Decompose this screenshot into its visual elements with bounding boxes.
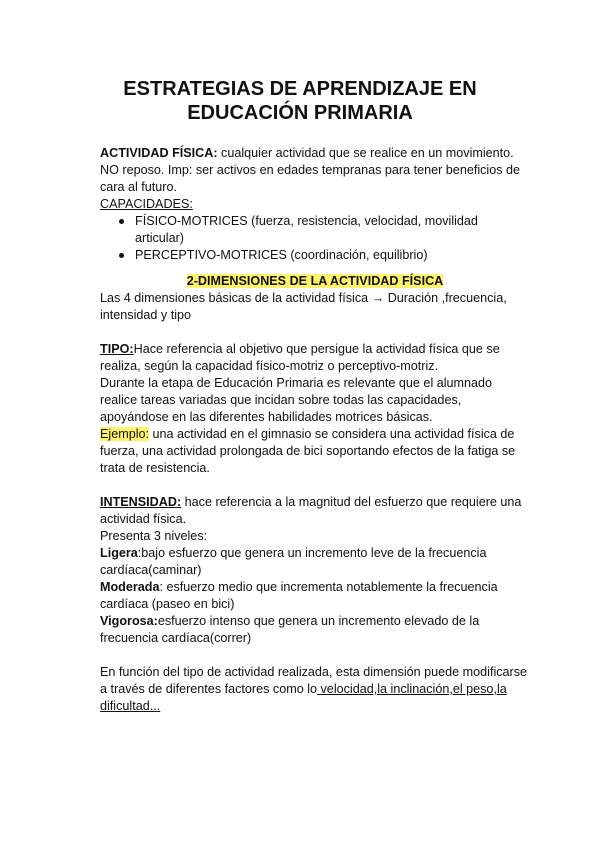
final-paragraph — [100, 664, 530, 715]
title-line-2: EDUCACIÓN PRIMARIA — [187, 102, 413, 124]
list-item: FÍSICO-MOTRICES (fuerza, resistencia, velocidad, movilidad articular) — [135, 213, 530, 247]
level-desc: esfuerzo intenso que genera un incremento elevado de la frecuencia cardíaca(correr) — [100, 614, 480, 645]
capacidades-list — [100, 213, 530, 264]
final-underlined: velocidad,la inclinación,el peso,la dificultad... — [100, 682, 507, 713]
section-intro: Las 4 dimensiones básicas de la actividad física → Duración ,frecuencia, intensidad y tipo — [100, 291, 507, 322]
section-title — [100, 273, 530, 290]
level-name: Vigorosa: — [100, 614, 158, 628]
tipo-paragraph-2: Durante la etapa de Educación Primaria es relevante que el alumnado realice tareas variadas que incidan sobre todas las capacidades, apoyándose en las diferentes habilidades motrices básicas. — [100, 376, 493, 424]
page-title — [0, 77, 600, 125]
tipo-paragraph — [100, 341, 530, 375]
section-title-text: 2-DIMENSIONES DE LA ACTIVIDAD FÍSICA — [186, 274, 444, 288]
ejemplo-label: Ejemplo: — [100, 427, 149, 441]
levels-intro: Presenta 3 niveles: — [100, 529, 208, 543]
level-moderada — [100, 579, 530, 613]
intensidad-text: hace referencia a la magnitud del esfuerzo que requiere una actividad física. — [100, 495, 522, 526]
final-text: En función del tipo de actividad realizada, esta dimensión puede modificarse a través de diferentes factores como lo — [100, 665, 528, 696]
level-name: Ligera — [100, 546, 138, 560]
level-vigorosa — [100, 613, 530, 647]
tipo-text: Hace referencia al objetivo que persigue la actividad física que se realiza, según la capacidad físico-motriz o perceptivo-motriz. — [100, 342, 500, 373]
ejemplo-text: una actividad en el gimnasio se considera una actividad física de fuerza, una actividad prolongada de bici soportando efectos de la fatiga se trata de resistencia. — [100, 427, 516, 475]
level-name: Moderada — [100, 580, 160, 594]
intensidad-label: INTENSIDAD: — [100, 495, 182, 509]
actividad-label: ACTIVIDAD FÍSICA: — [100, 146, 218, 160]
level-desc: :bajo esfuerzo que genera un incremento leve de la frecuencia cardíaca(caminar) — [100, 546, 487, 577]
intensidad-paragraph — [100, 494, 530, 528]
actividad-paragraph — [100, 145, 530, 196]
list-item: PERCEPTIVO-MOTRICES (coordinación, equilibrio) — [135, 247, 530, 264]
ejemplo-paragraph — [100, 426, 530, 477]
level-desc: : esfuerzo medio que incrementa notablemente la frecuencia cardíaca (paseo en bici) — [100, 580, 498, 611]
document-body — [100, 145, 530, 715]
tipo-label: TIPO: — [100, 342, 134, 356]
title-line-1: ESTRATEGIAS DE APRENDIZAJE EN — [123, 78, 477, 100]
level-ligera — [100, 545, 530, 579]
actividad-text: cualquier actividad que se realice en un movimiento. NO reposo. Imp: ser activos en edades tempranas para tener beneficios de cara al futuro. — [100, 146, 521, 194]
capacidades-label: CAPACIDADES: — [100, 197, 193, 211]
